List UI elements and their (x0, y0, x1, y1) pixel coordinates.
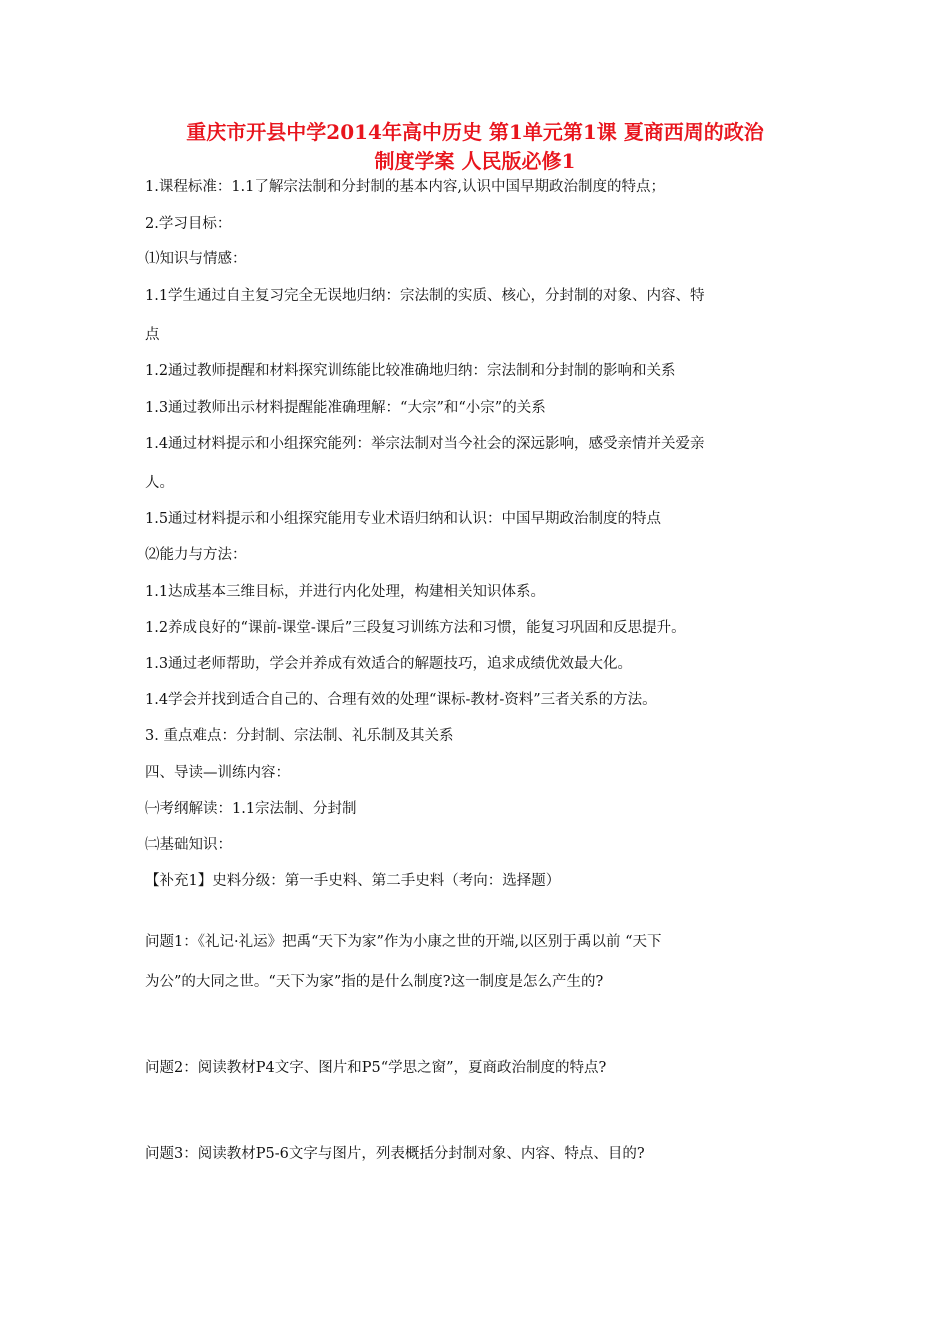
course-standard: 1.课程标准：1.1了解宗法制和分封制的基本内容,认识中国早期政治制度的特点； (145, 179, 666, 195)
supplement-1: 【补充1】史料分级：第一手史料、第二手史料（考向：选择题） (145, 873, 561, 889)
goal-1-1-line-1: 1.1学生通过自主复习完全无误地归纳：宗法制的实质、核心，分封制的对象、内容、特 (145, 288, 705, 304)
goal-1-4-line-2: 人。 (145, 475, 174, 491)
goal-1-1-line-2: 点 (145, 327, 160, 343)
ability-1-1: 1.1达成基本三维目标，并进行内化处理，构建相关知识体系。 (145, 584, 546, 600)
question-1-line-2: 为公”的大同之世。“天下为家”指的是什么制度?这一制度是怎么产生的? (145, 974, 604, 990)
learning-goals-heading: 2.学习目标： (145, 216, 232, 232)
question-2: 问题2：阅读教材P4文字、图片和P5“学思之窗”，夏商政治制度的特点? (145, 1060, 607, 1076)
reading-training-heading: 四、导读—训练内容： (145, 765, 290, 781)
syllabus-interpretation: ㈠考纲解读：1.1宗法制、分封制 (145, 801, 357, 817)
goal-1-3: 1.3通过教师出示材料提醒能准确理解：“大宗”和“小宗”的关系 (145, 400, 546, 416)
goal-1-2: 1.2通过教师提醒和材料探究训练能比较准确地归纳：宗法制和分封制的影响和关系 (145, 363, 676, 379)
ability-1-3: 1.3通过老师帮助，学会并养成有效适合的解题技巧，追求成绩优效最大化。 (145, 656, 633, 672)
goal-1-5: 1.5通过材料提示和小组探究能用专业术语归纳和认识：中国早期政治制度的特点 (145, 511, 662, 527)
question-1-line-1: 问题1：《礼记·礼运》把禹“天下为家”作为小康之世的开端,以区别于禹以前 “天下 (145, 934, 662, 950)
title-line-2: 制度学案 人民版必修1 (374, 149, 576, 173)
title-line-1: 重庆市开县中学2014年高中历史 第1单元第1课 夏商西周的政治 (186, 120, 764, 144)
question-3: 问题3：阅读教材P5-6文字与图片，列表概括分封制对象、内容、特点、目的? (145, 1146, 645, 1162)
goal-1-4-line-1: 1.4通过材料提示和小组探究能列：举宗法制对当今社会的深远影响，感受亲情并关爱亲 (145, 436, 705, 452)
ability-1-2: 1.2养成良好的“课前-课堂-课后”三段复习训练方法和习惯，能复习巩固和反思提升。 (145, 620, 686, 636)
key-difficulties: 3. 重点难点：分封制、宗法制、礼乐制及其关系 (145, 728, 454, 744)
knowledge-emotion-heading: ⑴知识与情感： (145, 251, 247, 267)
basic-knowledge-heading: ㈡基础知识： (145, 837, 232, 853)
ability-method-heading: ⑵能力与方法： (145, 547, 247, 563)
document-title (120, 118, 830, 176)
ability-1-4: 1.4学会并找到适合自己的、合理有效的处理“课标-教材-资料”三者关系的方法。 (145, 692, 657, 708)
